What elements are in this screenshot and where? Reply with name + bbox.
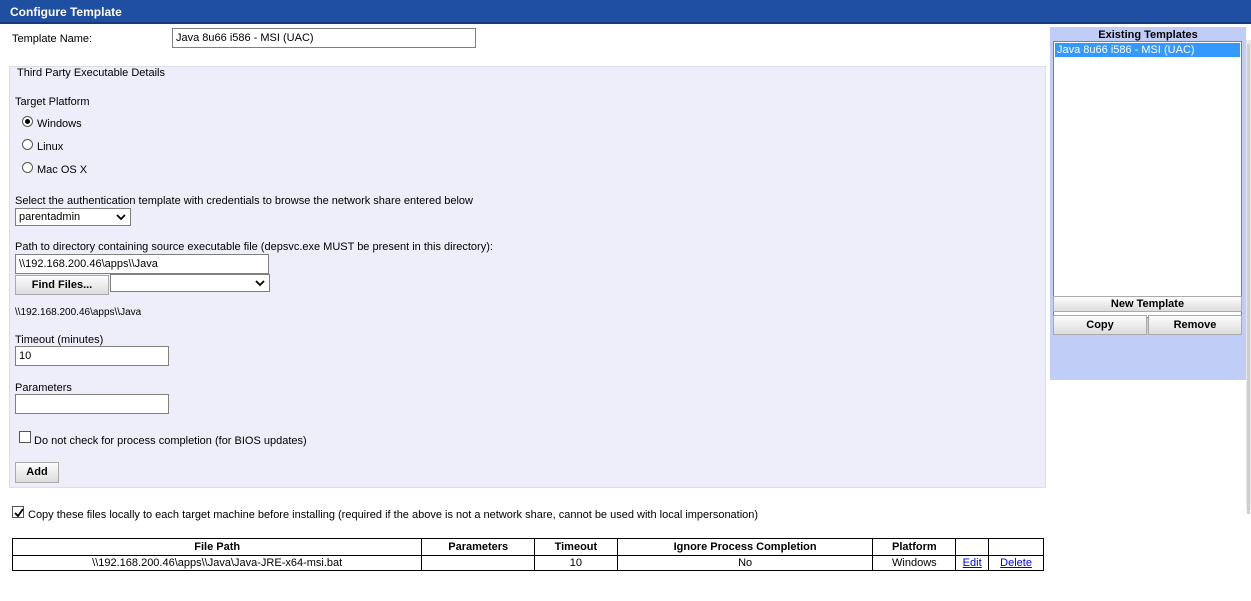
- existing-templates-panel: [1050, 27, 1246, 380]
- chevron-down-icon: [254, 277, 266, 289]
- table-row: [13, 556, 1044, 571]
- existing-templates-list[interactable]: [1053, 41, 1242, 318]
- col-ignore: Ignore Process Completion: [617, 539, 873, 556]
- radio-linux[interactable]: [22, 139, 33, 150]
- col-timeout: Timeout: [535, 539, 618, 556]
- list-item[interactable]: Java 8u66 i586 - MSI (UAC): [1055, 43, 1240, 57]
- radio-windows[interactable]: [22, 116, 33, 127]
- radio-windows-label: Windows: [37, 118, 82, 130]
- auth-label: Select the authentication template with credentials to browse the network share entered below: [15, 195, 473, 207]
- checkmark-icon: [13, 507, 25, 519]
- auth-select[interactable]: [15, 208, 131, 226]
- timeout-input[interactable]: 10: [15, 346, 169, 366]
- template-name-input[interactable]: Java 8u66 i586 - MSI (UAC): [172, 28, 476, 48]
- cell-edit: [956, 556, 989, 571]
- path-input[interactable]: \\192.168.200.46\apps\\Java: [15, 254, 269, 274]
- cell-delete: [989, 556, 1044, 571]
- add-button[interactable]: Add: [15, 462, 59, 483]
- new-template-button[interactable]: New Template: [1053, 296, 1242, 312]
- radio-linux-label: Linux: [37, 141, 64, 153]
- delete-link[interactable]: Delete: [1000, 557, 1032, 569]
- title-bar: [0, 0, 1251, 24]
- copy-local-label: Copy these files locally to each target machine before installing (required if the above is not a network share, cannot be used with local impersonation): [28, 509, 759, 521]
- copy-local-checkbox[interactable]: [12, 506, 24, 518]
- parameters-label: Parameters: [15, 382, 72, 394]
- target-platform-label: Target Platform: [15, 96, 90, 108]
- section-title: Third Party Executable Details: [17, 67, 165, 79]
- page-title: Configure Template: [10, 5, 122, 19]
- cell-ignore: No: [617, 556, 873, 571]
- copy-button[interactable]: Copy: [1053, 315, 1147, 335]
- scrollbar[interactable]: [1246, 40, 1251, 510]
- col-file-path: File Path: [13, 539, 422, 556]
- col-delete: [989, 539, 1044, 556]
- template-name-label: Template Name:: [12, 33, 93, 45]
- edit-link[interactable]: Edit: [962, 557, 982, 569]
- path-label: Path to directory containing source executable file (depsvc.exe MUST be present in this directory):: [15, 241, 493, 253]
- col-platform: Platform: [873, 539, 956, 556]
- chevron-down-icon: [115, 211, 127, 223]
- col-edit: [956, 539, 989, 556]
- parameters-input[interactable]: [15, 394, 169, 414]
- col-parameters: Parameters: [422, 539, 535, 556]
- table-header-row: [13, 539, 1044, 556]
- radio-macos[interactable]: [22, 162, 33, 173]
- no-check-label: Do not check for process completion (for BIOS updates): [34, 435, 307, 447]
- cell-file-path: \\192.168.200.46\apps\\Java\Java-JRE-x64-msi.bat: [13, 556, 422, 571]
- current-path-text: \\192.168.200.46\apps\\Java: [15, 307, 142, 318]
- find-files-button[interactable]: Find Files...: [15, 275, 109, 295]
- cell-platform: Windows: [873, 556, 956, 571]
- radio-macos-label: Mac OS X: [37, 164, 88, 176]
- cell-timeout: 10: [535, 556, 618, 571]
- files-table: [12, 538, 1044, 571]
- scrollbar-thumb[interactable]: [1247, 44, 1250, 514]
- no-check-checkbox[interactable]: [19, 431, 31, 443]
- remove-button[interactable]: Remove: [1148, 315, 1242, 335]
- timeout-label: Timeout (minutes): [15, 334, 104, 346]
- auth-select-value: parentadmin: [19, 211, 81, 223]
- file-select[interactable]: [110, 274, 270, 292]
- existing-templates-title: Existing Templates: [1098, 29, 1198, 41]
- cell-parameters: [422, 556, 535, 571]
